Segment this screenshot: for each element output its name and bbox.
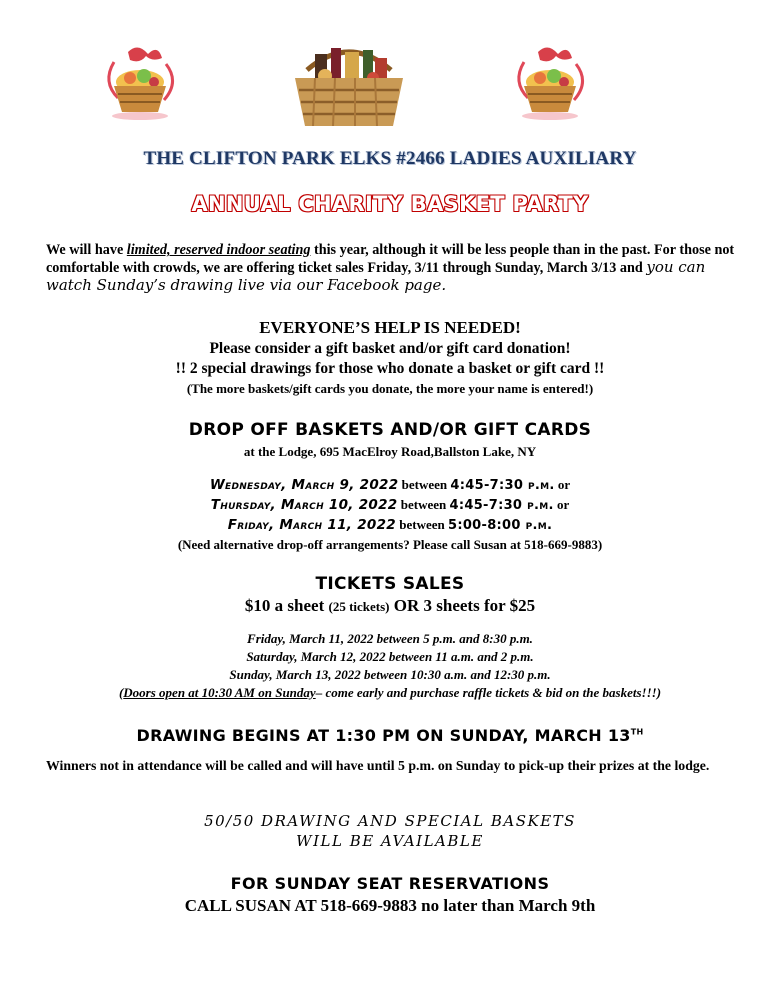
- special-line-1: 50/50 DRAWING AND SPECIAL BASKETS: [204, 812, 576, 830]
- intro-paragraph: [46, 242, 736, 295]
- intro-underlined: limited, reserved indoor seating: [126, 242, 311, 258]
- ticket-price-b: (25 tickets): [328, 599, 390, 614]
- doors-open-line: (Doors open at 10:30 AM on Sunday– come early and purchase raffle tickets & bid on the baskets!!!): [118, 685, 662, 700]
- dropoff-day-2: [0, 496, 780, 514]
- basket-center-icon: [285, 40, 413, 132]
- drawing-heading: [0, 726, 780, 745]
- dropoff-day-1-or: or: [554, 477, 571, 492]
- dropoff-location: at the Lodge, 695 MacElroy Road,Ballston Lake, NY: [243, 444, 537, 459]
- dropoff-day-2-between: between: [397, 497, 450, 512]
- dropoff-day-3-time: 5:00-8:00 p.m.: [447, 518, 553, 533]
- reservations-heading: FOR SUNDAY SEAT RESERVATIONS: [230, 874, 550, 893]
- dropoff-day-1: [0, 476, 780, 494]
- winners-text: Winners not in attendance will be called and will have until 5 p.m. on Sunday to pick-up their prizes at the lodge.: [46, 758, 710, 773]
- dropoff-day-2-time: 4:45-7:30 p.m.: [449, 498, 554, 513]
- ticket-date-2: Saturday, March 12, 2022 between 11 a.m. and 2 p.m.: [246, 649, 534, 664]
- dropoff-day-1-time: 4:45-7:30 p.m.: [450, 478, 555, 493]
- help-line-4: (The more baskets/gift cards you donate, the more your name is entered!): [186, 381, 594, 396]
- tickets-heading: TICKETS SALES: [315, 574, 465, 594]
- special-line-2: WILL BE AVAILABLE: [296, 832, 484, 850]
- ticket-price-d: 3 sheets for $25: [423, 596, 536, 615]
- ticket-price-c: OR: [389, 596, 424, 615]
- doors-open-underlined: Doors open at 10:30 AM on Sunday: [123, 685, 316, 700]
- dropoff-day-2-or: or: [553, 497, 570, 512]
- intro-text-2: this year, although it will be less people than in the past. For those not comfortable with crowds, we are offering ticket sales Friday, 3/11 through Sunday, March 3/13 and: [46, 242, 735, 276]
- intro-text-1: We will have: [46, 242, 127, 258]
- doors-open-rest: – come early and purchase raffle tickets & bid on the baskets!!!): [315, 685, 662, 700]
- dropoff-day-1-date: Wednesday, March 9, 2022: [209, 477, 399, 493]
- dropoff-day-2-date: Thursday, March 10, 2022: [210, 497, 398, 513]
- ticket-date-3: Sunday, March 13, 2022 between 10:30 a.m. and 12:30 p.m.: [229, 667, 551, 682]
- ticket-date-1: Friday, March 11, 2022 between 5 p.m. and 8:30 p.m.: [247, 631, 533, 646]
- org-title: THE CLIFTON PARK ELKS #2466 LADIES AUXILIARY: [143, 148, 637, 169]
- dropoff-note: (Need alternative drop-off arrangements? Please call Susan at 518-669-9883): [177, 537, 603, 552]
- dropoff-day-3-between: between: [395, 517, 448, 532]
- help-line-3: !! 2 special drawings for those who donate a basket or gift card !!: [175, 360, 605, 377]
- help-heading: EVERYONE’S HELP IS NEEDED!: [259, 318, 521, 337]
- intro-facebook-note: you can watch Sunday’s drawing live via our Facebook page.: [46, 258, 706, 294]
- drawing-heading-sup: TH: [630, 727, 644, 737]
- dropoff-day-3-date: Friday, March 11, 2022: [227, 517, 396, 533]
- basket-right-icon: [510, 42, 590, 124]
- dropoff-day-3: [0, 516, 780, 534]
- ticket-prices: [0, 596, 780, 616]
- reservations-line: CALL SUSAN AT 518-669-9883 no later than March 9th: [184, 896, 596, 915]
- basket-left-icon: [100, 42, 180, 124]
- help-line-2: Please consider a gift basket and/or gift card donation!: [209, 340, 571, 357]
- ticket-price-a: $10 a sheet: [244, 596, 329, 615]
- drawing-heading-text: DRAWING BEGINS AT 1:30 PM ON SUNDAY, MARCH 13: [136, 726, 631, 745]
- event-title: ANNUAL CHARITY BASKET PARTY: [191, 192, 589, 216]
- dropoff-heading: DROP OFF BASKETS AND/OR GIFT CARDS: [188, 420, 592, 440]
- dropoff-day-1-between: between: [398, 477, 451, 492]
